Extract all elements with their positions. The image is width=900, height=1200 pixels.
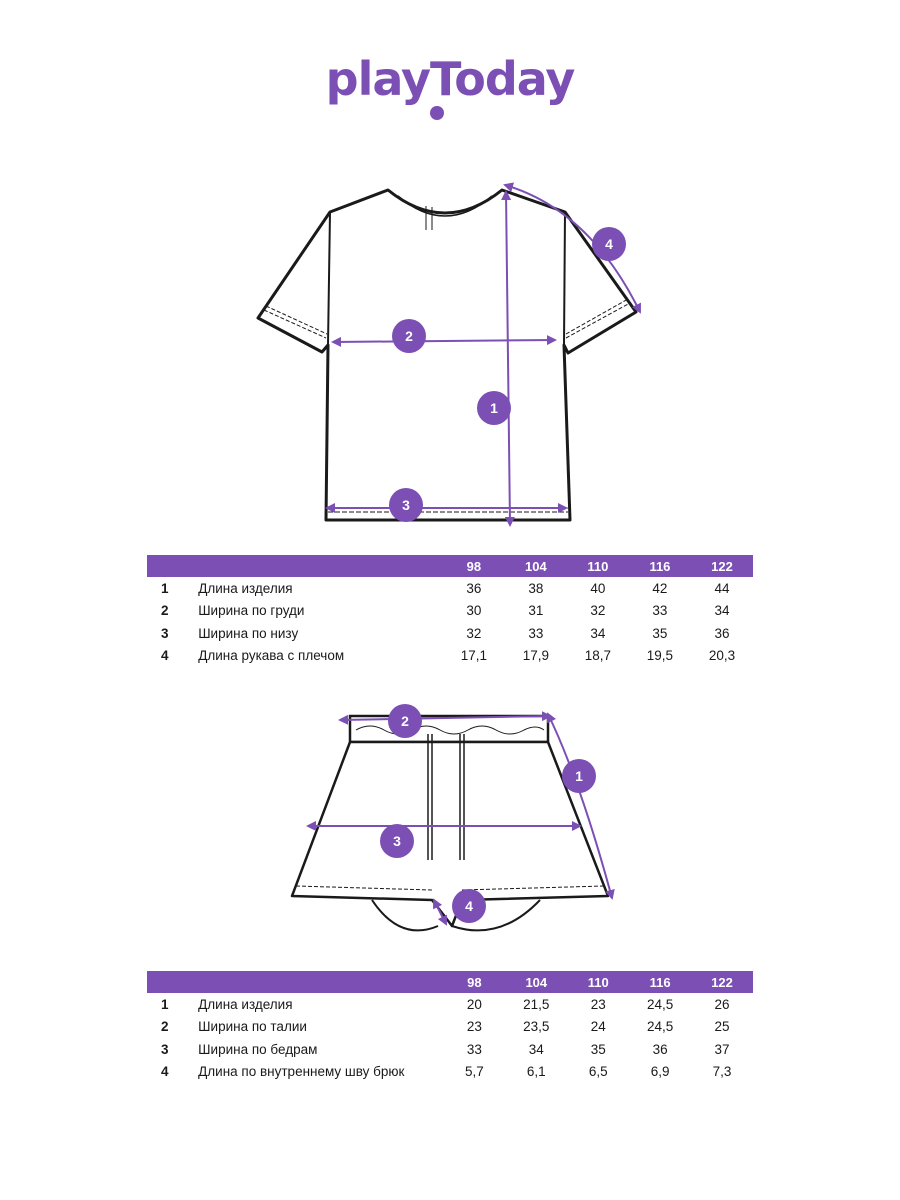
- row-label: Ширина по талии: [198, 1019, 307, 1035]
- row-value: 24,5: [646, 1019, 674, 1035]
- row-value: 24: [590, 1019, 606, 1035]
- row-number: 2: [161, 603, 169, 619]
- row-label: Ширина по груди: [198, 603, 305, 619]
- row-value: 19,5: [646, 648, 674, 664]
- row-number: 1: [161, 580, 169, 596]
- row-value: 34: [528, 1041, 544, 1057]
- row-label: Ширина по бедрам: [198, 1041, 318, 1057]
- row-value: 34: [590, 625, 606, 641]
- row-value: 37: [714, 1041, 730, 1057]
- row-value: 23: [590, 996, 606, 1012]
- table-row: [147, 600, 753, 623]
- shirt-badge-1: [477, 391, 511, 425]
- size-col-122: 122: [711, 558, 733, 574]
- row-value: 20: [466, 996, 482, 1012]
- shorts-badge-1: [562, 759, 596, 793]
- tshirt-sketch: [0, 0, 900, 540]
- shorts-size-header: [147, 971, 753, 993]
- svg-text:3: 3: [393, 833, 401, 849]
- row-value: 33: [466, 1041, 482, 1057]
- row-value: 36: [466, 580, 482, 596]
- svg-text:2: 2: [401, 713, 409, 729]
- shorts-sketch: [0, 690, 900, 950]
- size-col-122: 122: [711, 974, 733, 990]
- row-value: 20,3: [708, 648, 736, 664]
- size-col-104: 104: [525, 974, 548, 990]
- row-value: 38: [528, 580, 544, 596]
- svg-text:1: 1: [575, 768, 583, 784]
- table-row: [147, 622, 753, 645]
- size-col-98: 98: [466, 558, 482, 574]
- row-value: 18,7: [584, 648, 612, 664]
- shorts-badge-4: [452, 889, 486, 923]
- table-row: [147, 1061, 753, 1084]
- table-row: [147, 993, 753, 1016]
- brand-logo: playToday: [325, 52, 575, 106]
- row-number: 3: [161, 1041, 169, 1057]
- row-value: 32: [590, 603, 606, 619]
- row-number: 3: [161, 625, 169, 641]
- row-value: 23: [466, 1019, 482, 1035]
- row-value: 44: [714, 580, 730, 596]
- table-row: [147, 577, 753, 600]
- row-value: 6,1: [526, 1064, 546, 1080]
- svg-text:1: 1: [490, 400, 498, 416]
- shirt-badge-4: [592, 227, 626, 261]
- row-value: 17,9: [522, 648, 550, 664]
- table-row: [147, 1038, 753, 1061]
- row-value: 40: [590, 580, 606, 596]
- row-value: 36: [714, 625, 730, 641]
- svg-text:2: 2: [405, 328, 413, 344]
- row-value: 36: [652, 1041, 668, 1057]
- size-col-116: 116: [649, 974, 671, 990]
- table-row: [147, 645, 753, 668]
- size-col-110: 110: [587, 974, 609, 990]
- row-value: 6,9: [650, 1064, 670, 1080]
- row-number: 4: [161, 648, 169, 664]
- row-label: Ширина по низу: [198, 625, 299, 641]
- row-value: 33: [652, 603, 668, 619]
- size-col-116: 116: [649, 558, 671, 574]
- row-value: 33: [528, 625, 544, 641]
- row-number: 4: [161, 1064, 169, 1080]
- row-label: Длина изделия: [198, 580, 293, 596]
- svg-text:3: 3: [402, 497, 410, 513]
- row-value: 21,5: [523, 996, 550, 1012]
- row-value: 5,7: [465, 1064, 484, 1080]
- row-value: 35: [652, 625, 668, 641]
- size-col-110: 110: [587, 558, 609, 574]
- row-value: 6,5: [588, 1064, 608, 1080]
- row-value: 26: [714, 996, 730, 1012]
- row-label: Длина рукава с плечом: [198, 648, 345, 664]
- row-label: Длина изделия: [198, 996, 293, 1012]
- row-value: 24,5: [646, 996, 674, 1012]
- shirt-size-table: [147, 555, 753, 667]
- row-value: 23,5: [523, 1019, 550, 1035]
- row-value: 34: [714, 603, 730, 619]
- row-number: 2: [161, 1019, 169, 1035]
- row-value: 42: [652, 580, 668, 596]
- row-value: 17,1: [460, 648, 488, 664]
- svg-text:4: 4: [605, 236, 613, 252]
- row-label: Длина по внутреннему шву брюк: [198, 1064, 405, 1080]
- row-value: 7,3: [712, 1064, 732, 1080]
- shorts-badge-2: [388, 704, 422, 738]
- shirt-badge-3: [389, 488, 423, 522]
- row-value: 31: [528, 603, 544, 619]
- size-col-98: 98: [467, 974, 482, 990]
- row-value: 25: [714, 1019, 730, 1035]
- shirt-badge-2: [392, 319, 426, 353]
- size-col-104: 104: [525, 558, 547, 574]
- row-value: 30: [466, 603, 482, 619]
- shirt-size-header: [147, 555, 753, 577]
- shorts-size-table: [147, 971, 753, 1083]
- row-value: 32: [466, 625, 482, 641]
- svg-text:4: 4: [465, 898, 473, 914]
- row-number: 1: [161, 996, 169, 1012]
- shorts-badge-3: [380, 824, 414, 858]
- row-value: 35: [590, 1041, 606, 1057]
- table-row: [147, 1016, 753, 1039]
